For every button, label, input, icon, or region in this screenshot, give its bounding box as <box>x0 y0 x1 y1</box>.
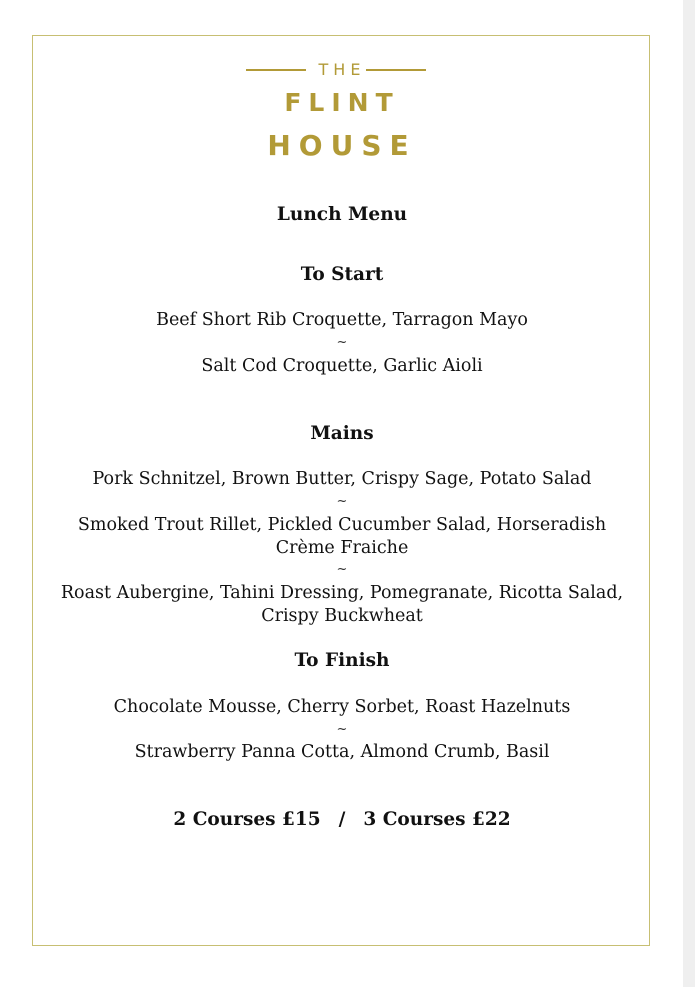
section-heading-mains: Mains <box>310 423 374 444</box>
menu-item: Roast Aubergine, Tahini Dressing, Pomegranate, Ricotta Salad, <box>60 583 624 603</box>
item-separator: ~ <box>336 562 348 577</box>
logo-rule-right <box>366 69 426 71</box>
price-divider: / <box>338 809 346 830</box>
section-heading-finish: To Finish <box>294 650 390 671</box>
menu-item: Crème Fraiche <box>275 538 409 558</box>
menu-item: Strawberry Panna Cotta, Almond Crumb, Basil <box>134 742 550 762</box>
logo-the: THE <box>318 60 366 79</box>
page-edge <box>683 0 695 987</box>
logo-house: HOUSE <box>267 129 417 162</box>
menu-item: Smoked Trout Rillet, Pickled Cucumber Salad, Horseradish <box>77 515 607 535</box>
menu-title: Lunch Menu <box>276 204 408 225</box>
menu-item: Salt Cod Croquette, Garlic Aioli <box>201 356 483 376</box>
item-separator: ~ <box>336 722 348 737</box>
menu-item: Chocolate Mousse, Cherry Sorbet, Roast Hazelnuts <box>113 697 571 717</box>
price-three-courses: 3 Courses £22 <box>363 809 511 830</box>
section-heading-start: To Start <box>300 264 384 285</box>
item-separator: ~ <box>336 335 348 350</box>
logo <box>33 36 651 176</box>
logo-flint: FLINT <box>284 88 400 117</box>
menu-item: Pork Schnitzel, Brown Butter, Crispy Sage, Potato Salad <box>92 469 592 489</box>
pricing <box>33 809 651 831</box>
menu-card <box>32 35 650 946</box>
menu-item: Beef Short Rib Croquette, Tarragon Mayo <box>156 310 528 330</box>
item-separator: ~ <box>336 494 348 509</box>
menu-item: Crispy Buckwheat <box>261 606 423 626</box>
price-two-courses: 2 Courses £15 <box>173 809 321 830</box>
